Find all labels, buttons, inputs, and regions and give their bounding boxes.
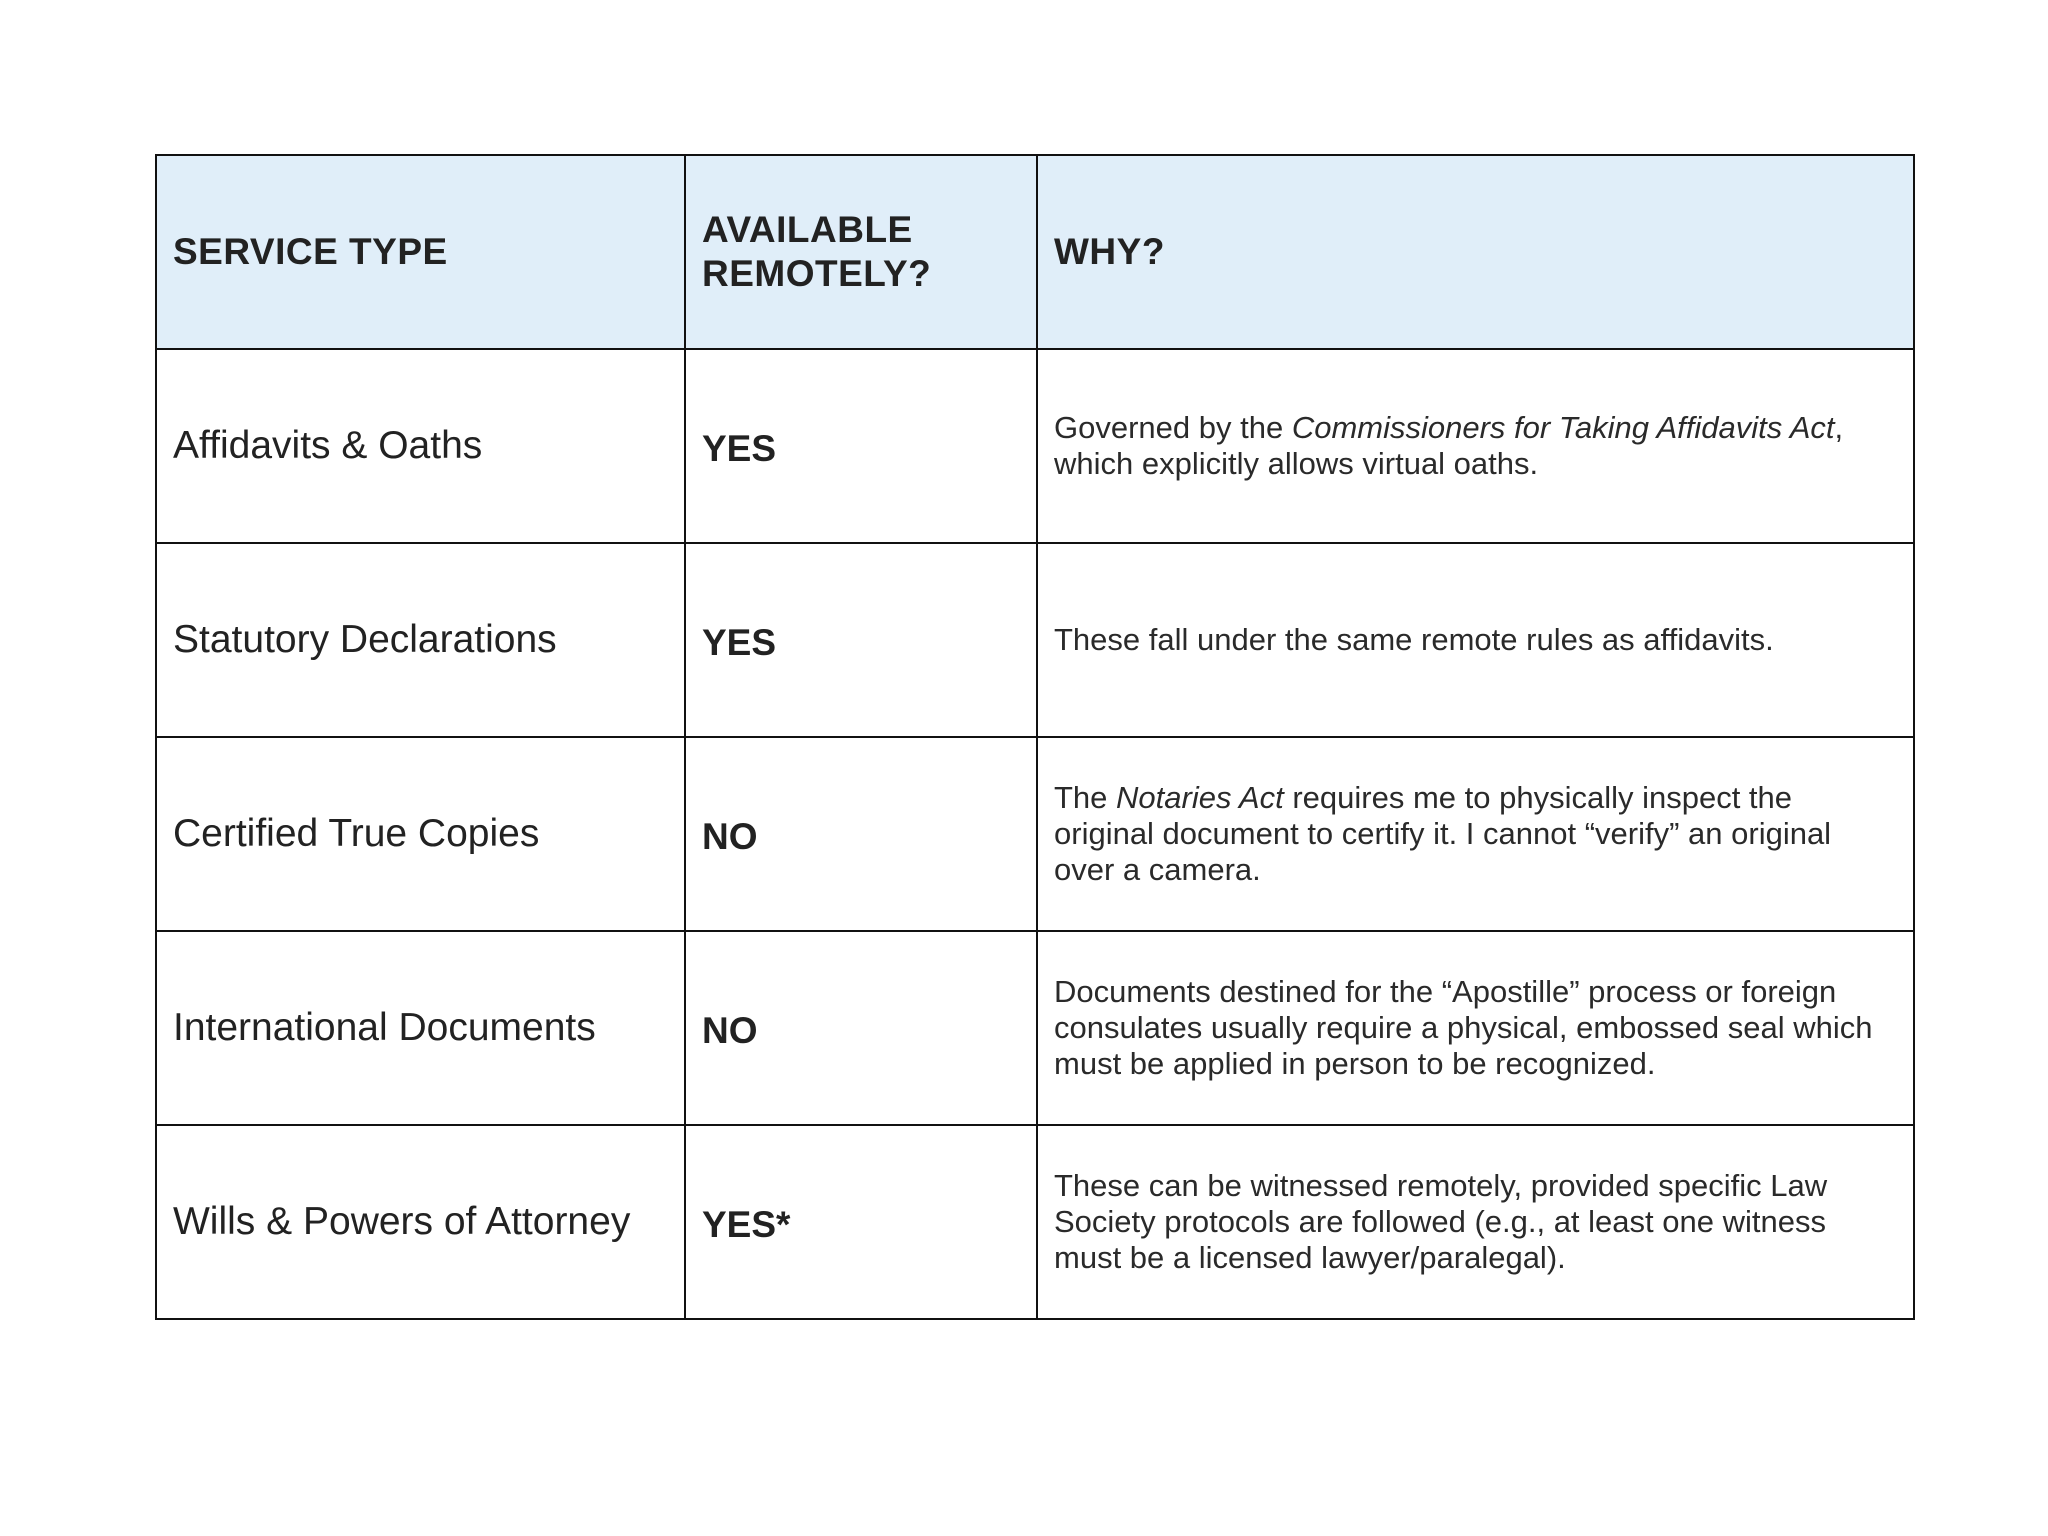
reason-text: Documents destined for the “Apostille” process or foreign consulates usually require a physical, embossed seal which must be applied in person to be recognized. — [1054, 973, 1873, 1082]
service-type-cell: Certified True Copies — [156, 737, 685, 931]
reason-cell — [1037, 931, 1914, 1125]
reason-text: The — [1054, 779, 1117, 815]
reason-act-name: Notaries Act — [1116, 779, 1284, 815]
reason-cell — [1037, 1125, 1914, 1319]
table-row — [156, 543, 1914, 737]
reason-text-continued: , which explicitly allows virtual oaths. — [1054, 409, 1844, 481]
service-type-cell: Statutory Declarations — [156, 543, 685, 737]
service-type-cell: International Documents — [156, 931, 685, 1125]
reason-act-name: Commissioners for Taking Affidavits Act — [1291, 409, 1835, 445]
reason-text: Governed by the — [1054, 409, 1292, 445]
table-row — [156, 931, 1914, 1125]
service-type-cell: Wills & Powers of Attorney — [156, 1125, 685, 1319]
remote-services-table — [155, 154, 1915, 1320]
header-why: WHY? — [1037, 155, 1914, 349]
availability-cell: YES* — [685, 1125, 1037, 1319]
table-header — [156, 155, 1914, 349]
header-service-type: SERVICE TYPE — [156, 155, 685, 349]
table-body — [156, 349, 1914, 1319]
header-available-remotely: AVAILABLE REMOTELY? — [685, 155, 1037, 349]
service-type-cell: Affidavits & Oaths — [156, 349, 685, 543]
reason-text: These fall under the same remote rules as affidavits. — [1054, 621, 1774, 657]
reason-cell — [1037, 349, 1914, 543]
table-row — [156, 1125, 1914, 1319]
availability-cell: YES — [685, 543, 1037, 737]
availability-cell: NO — [685, 931, 1037, 1125]
reason-cell — [1037, 737, 1914, 931]
reason-text-continued: requires me to physically inspect the original document to certify it. I cannot “verify” an original over a camera. — [1054, 779, 1832, 888]
reason-cell — [1037, 543, 1914, 737]
availability-cell: YES — [685, 349, 1037, 543]
header-row — [156, 155, 1914, 349]
reason-text: These can be witnessed remotely, provided specific Law Society protocols are followed (e.g., at least one witness must be a licensed lawyer/paralegal). — [1054, 1167, 1828, 1276]
services-table-container — [155, 154, 1913, 1320]
availability-cell: NO — [685, 737, 1037, 931]
table-row — [156, 349, 1914, 543]
table-row — [156, 737, 1914, 931]
